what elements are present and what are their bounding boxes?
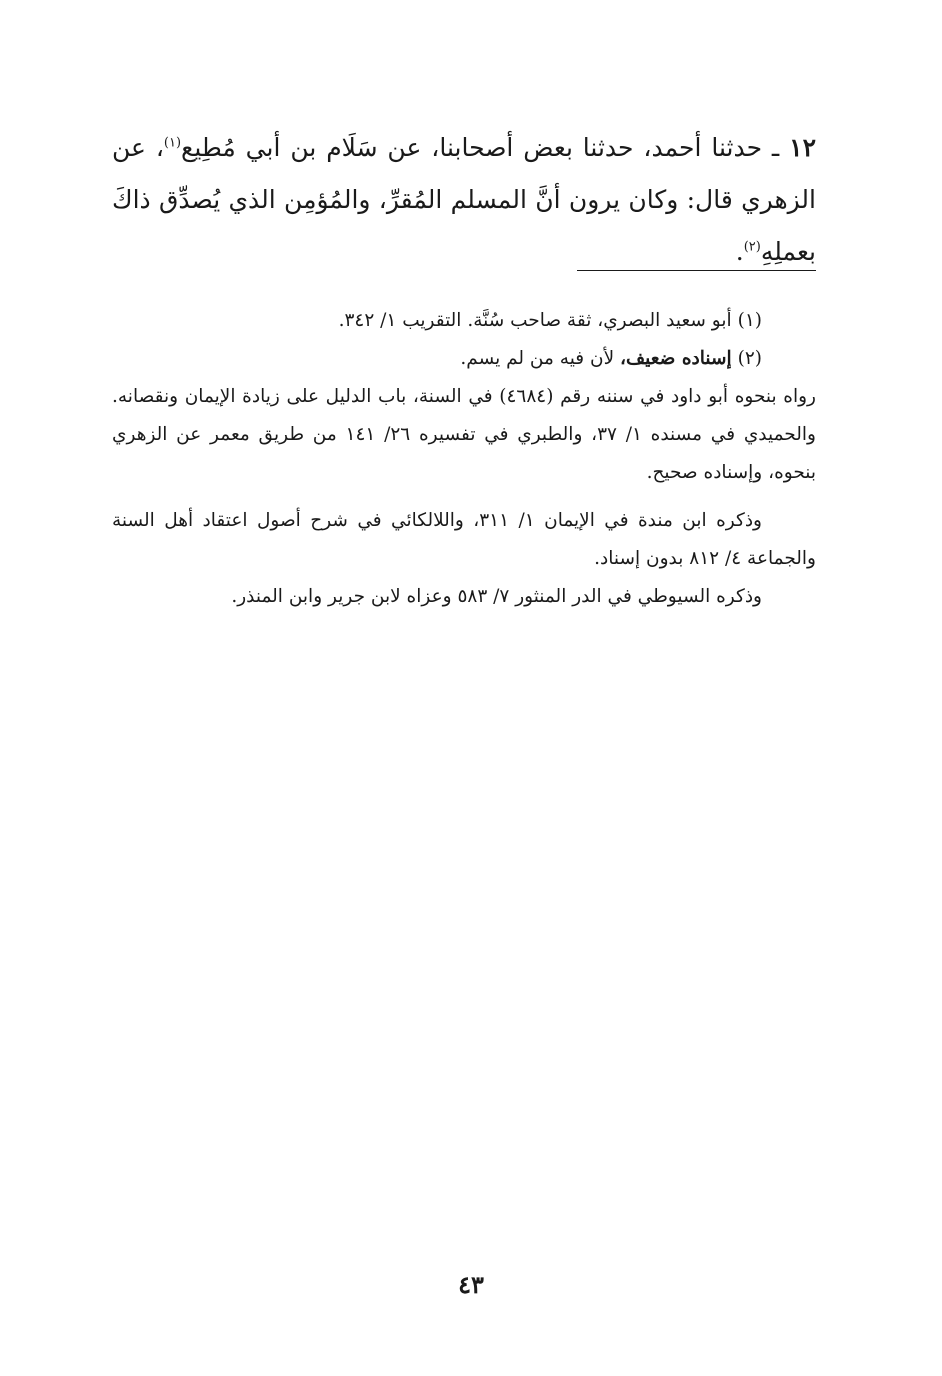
footnotes-section <box>112 302 816 616</box>
page-number: ٤٣ <box>458 1270 484 1299</box>
hadith-text-part2: ، عن الزهري قال: وكان يرون أنَّ المسلم المُقرِّ، والمُؤمِن الذي يُصدِّق ذاكَ بعملِهِ <box>112 133 816 266</box>
footnote-1-number: (١) <box>737 310 762 331</box>
footnote-2-bold: إسناده ضعيف، <box>620 348 732 369</box>
footnote-ref-2[interactable]: (٢) <box>743 239 761 255</box>
hadith-number: ١٢ <box>789 133 816 162</box>
hadith-dash: ـ <box>762 133 790 162</box>
footnote-2-text: لأن فيه من لم يسم. <box>460 348 621 369</box>
footnote-2-paragraph-3: وذكره السيوطي في الدر المنثور ٧/ ٥٨٣ وعزاه لابن جرير وابن المنذر. <box>231 586 762 607</box>
footnote-separator <box>577 270 816 271</box>
footnote-2-number: (٢) <box>737 348 762 369</box>
hadith-text <box>112 122 816 278</box>
footnote-1 <box>112 302 816 340</box>
hadith-text-end: . <box>735 237 744 266</box>
footnote-2-paragraph-1: رواه بنحوه أبو داود في سننه رقم (٤٦٨٤) في السنة، باب الدليل على زيادة الإيمان ونقصانه. والحميدي في مسنده ١/ ٣٧، والطبري في تفسيره ٢٦/ ١٤١ من طريق معمر عن الزهري بنحوه، وإسناده صحيح. <box>112 386 816 483</box>
footnote-2-paragraph-2: وذكره ابن مندة في الإيمان ١/ ٣١١، واللالكائي في شرح أصول اعتقاد أهل السنة والجماعة ٤/ ٨١٢ بدون إسناد. <box>112 510 816 569</box>
footnote-1-text: أبو سعيد البصري، ثقة صاحب سُنَّة. التقريب ١/ ٣٤٢. <box>338 310 732 331</box>
hadith-text-part1: حدثنا أحمد، حدثنا بعض أصحابنا، عن سَلَام بن أبي مُطِيع <box>181 133 763 162</box>
footnote-ref-1[interactable]: (١) <box>163 135 182 151</box>
footnote-2 <box>112 340 816 378</box>
